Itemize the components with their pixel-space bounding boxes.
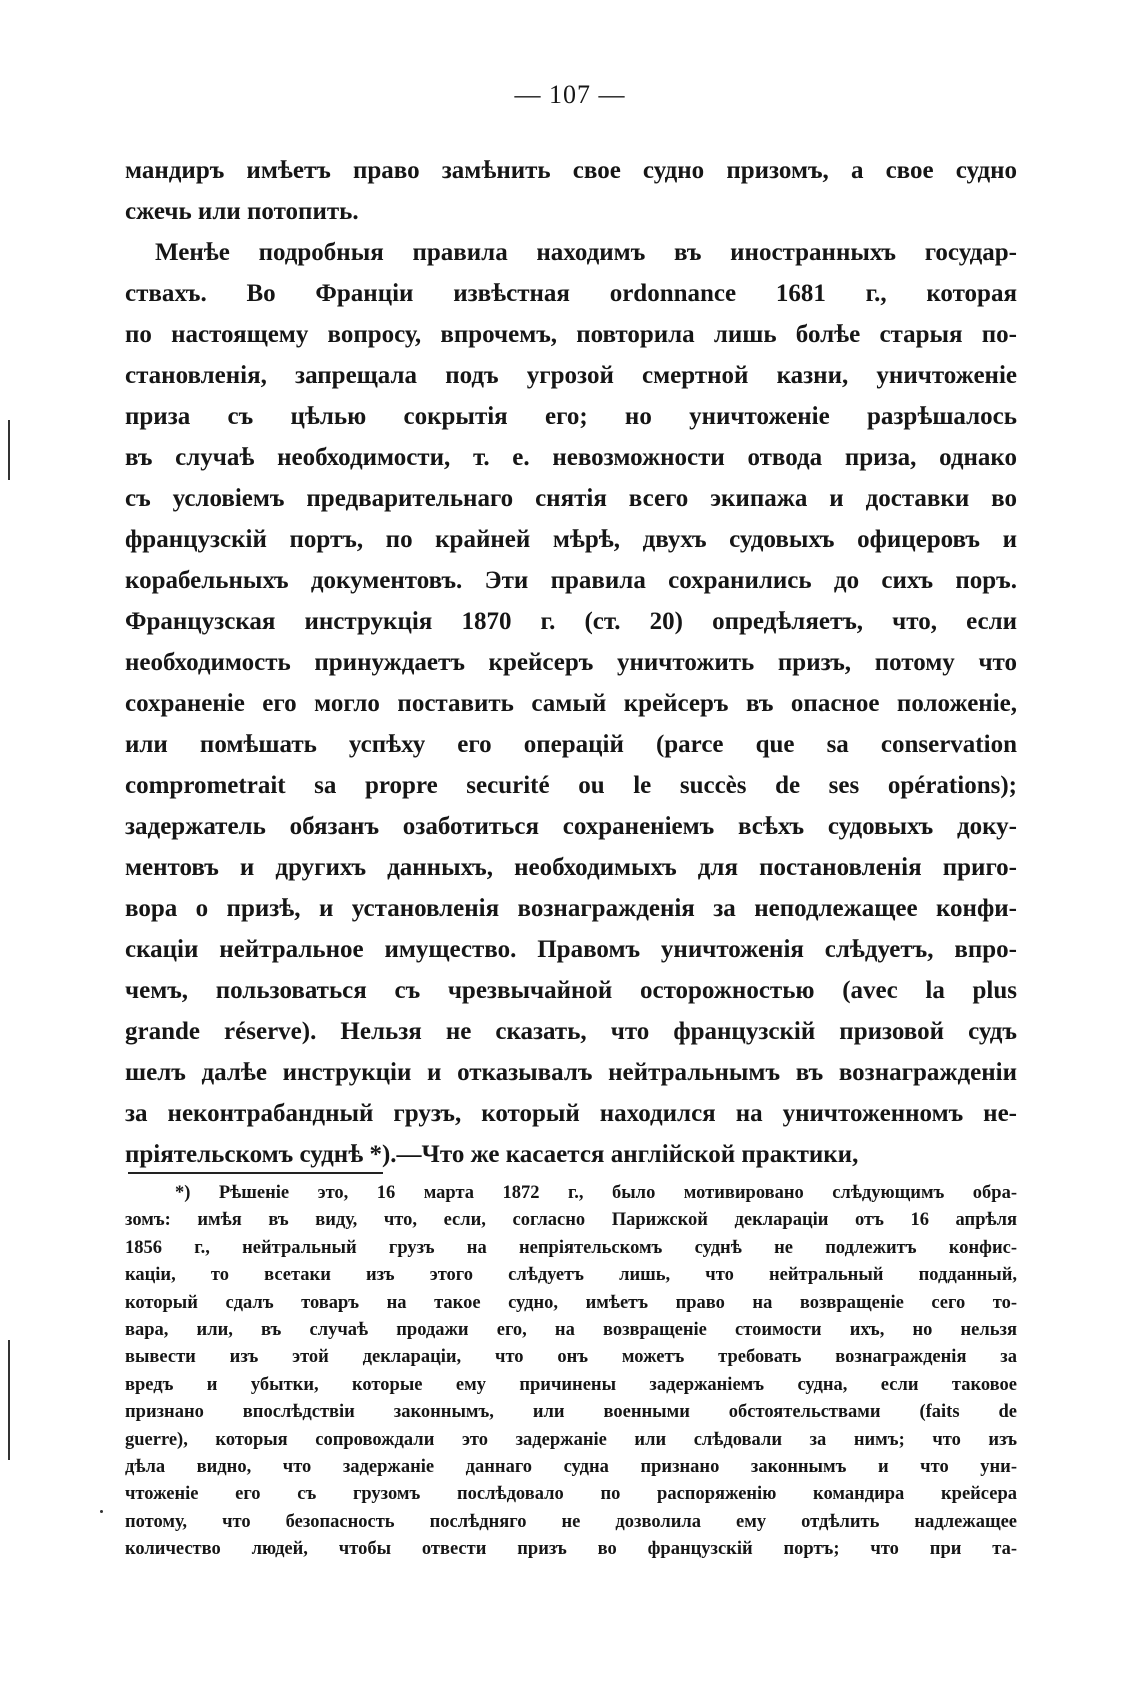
text-line: въ случаѣ необходимости, т. е. невозможности отвода приза, однако <box>125 444 1017 471</box>
page-number: — 107 — <box>514 80 626 109</box>
text-line: скаціи нейтральное имущество. Правомъ уничтоженія слѣдуетъ, впро- <box>125 936 1017 963</box>
footnote-line: 1856 г., нейтральный грузъ на непріятельскомъ суднѣ не подлежитъ конфис- <box>125 1237 1017 1258</box>
footnote-line: зомъ: имѣя въ виду, что, если, согласно Парижской декларацiи отъ 16 апрѣля <box>125 1210 1017 1231</box>
text-line: сохраненіе его могло поставить самый крейсеръ въ опасное положеніе, <box>125 690 1017 717</box>
footnote-line: вредъ и убытки, которые ему причинены задержаніемъ судна, если таковое <box>125 1374 1017 1395</box>
footnote-line: чтоженіе его съ грузомъ послѣдовало по распоряженію командира крейсера <box>125 1484 1017 1505</box>
footnote-line: вывести изъ этой декларацiи, что онъ можетъ требовать вознагражденія за <box>125 1347 1017 1368</box>
text-line: становленія, запрещала подъ угрозой смертной казни, уничтоженіе <box>125 362 1017 389</box>
footnote-line: *) Рѣшеніе это, 16 марта 1872 г., было мотивировано слѣдующимъ обра- <box>175 1183 1017 1203</box>
scan-speck <box>100 1510 103 1513</box>
text-line: приза съ цѣлью сокрытія его; но уничтоженіе разрѣшалось <box>125 403 1017 430</box>
footnote <box>125 1180 1017 1563</box>
scan-margin-mark <box>8 420 10 480</box>
text-line: Менѣе подробныя правила находимъ въ иностранныхъ государ- <box>155 239 1017 266</box>
footnote-line: который сдалъ товаръ на такое судно, имѣетъ право на возвращеніе сего то- <box>125 1292 1017 1313</box>
text-line: вора о призѣ, и установленія вознагражденія за неподлежащее конфи- <box>125 895 1017 922</box>
text-line: comprometrait sa propre securité ou le succès de ses opérations); <box>125 772 1017 799</box>
footnote-line: количество людей, чтобы отвести призъ во французскій портъ; что при та- <box>125 1539 1017 1560</box>
footnote-line: потому, что безопасность послѣдняго не дозволила ему отдѣлить надлежащее <box>125 1511 1017 1532</box>
text-line: шелъ далѣе инструкціи и отказывалъ нейтральнымъ въ вознагражденіи <box>125 1059 1017 1086</box>
main-text <box>125 150 1017 1175</box>
text-line: пріятельскомъ суднѣ *).—Что же касается англійской практики, <box>125 1141 859 1168</box>
footnote-line: вара, или, въ случаѣ продажи его, на возвращеніе стоимости ихъ, но нельзя <box>125 1319 1017 1340</box>
text-line: необходимость принуждаетъ крейсеръ уничтожить призъ, потому что <box>125 649 1017 676</box>
text-line: французскій портъ, по крайней мѣрѣ, двухъ судовыхъ офицеровъ и <box>125 526 1017 553</box>
text-line: сжечь или потопить. <box>125 198 359 225</box>
text-line: съ условіемъ предварительнаго снятія всего экипажа и доставки во <box>125 485 1017 512</box>
footnote-line: каціи, то всетаки изъ этого слѣдуетъ лишь, что нейтральный подданный, <box>125 1265 1017 1286</box>
footnote-line: признано впослѣдствіи законнымъ, или военными обстоятельствами (faits de <box>125 1402 1017 1423</box>
text-line: Французская инструкція 1870 г. (ст. 20) опредѣляетъ, что, если <box>125 608 1017 635</box>
footnote-divider <box>128 1172 383 1174</box>
text-line: корабельныхъ документовъ. Эти правила сохранились до сихъ поръ. <box>125 567 1017 594</box>
text-line: по настоящему вопросу, впрочемъ, повторила лишь болѣе старыя по- <box>125 321 1017 348</box>
footnote-line: дѣла видно, что задержаніе даннаго судна признано законнымъ и что уни- <box>125 1456 1017 1477</box>
text-line: задержатель обязанъ озаботиться сохраненіемъ всѣхъ судовыхъ доку- <box>125 813 1017 840</box>
scan-margin-mark <box>8 1340 10 1460</box>
text-line: ствахъ. Во Франціи извѣстная ordonnance 1681 г., которая <box>125 280 1017 307</box>
text-line: за неконтрабандный грузъ, который находился на уничтоженномъ не- <box>125 1100 1017 1127</box>
text-line: или помѣшать успѣху его операцій (parce que sa conservation <box>125 731 1017 758</box>
text-line: мандиръ имѣетъ право замѣнить свое судно призомъ, а свое судно <box>125 157 1017 184</box>
text-line: grande réserve). Нельзя не сказать, что французскій призовой судъ <box>125 1018 1017 1045</box>
text-line: ментовъ и другихъ данныхъ, необходимыхъ для постановленія приго- <box>125 854 1017 881</box>
footnote-line: guerre), которыя сопровождали это задержаніе или слѣдовали за нимъ; что изъ <box>125 1429 1017 1450</box>
text-line: чемъ, пользоваться съ чрезвычайной осторожностью (avec la plus <box>125 977 1017 1004</box>
